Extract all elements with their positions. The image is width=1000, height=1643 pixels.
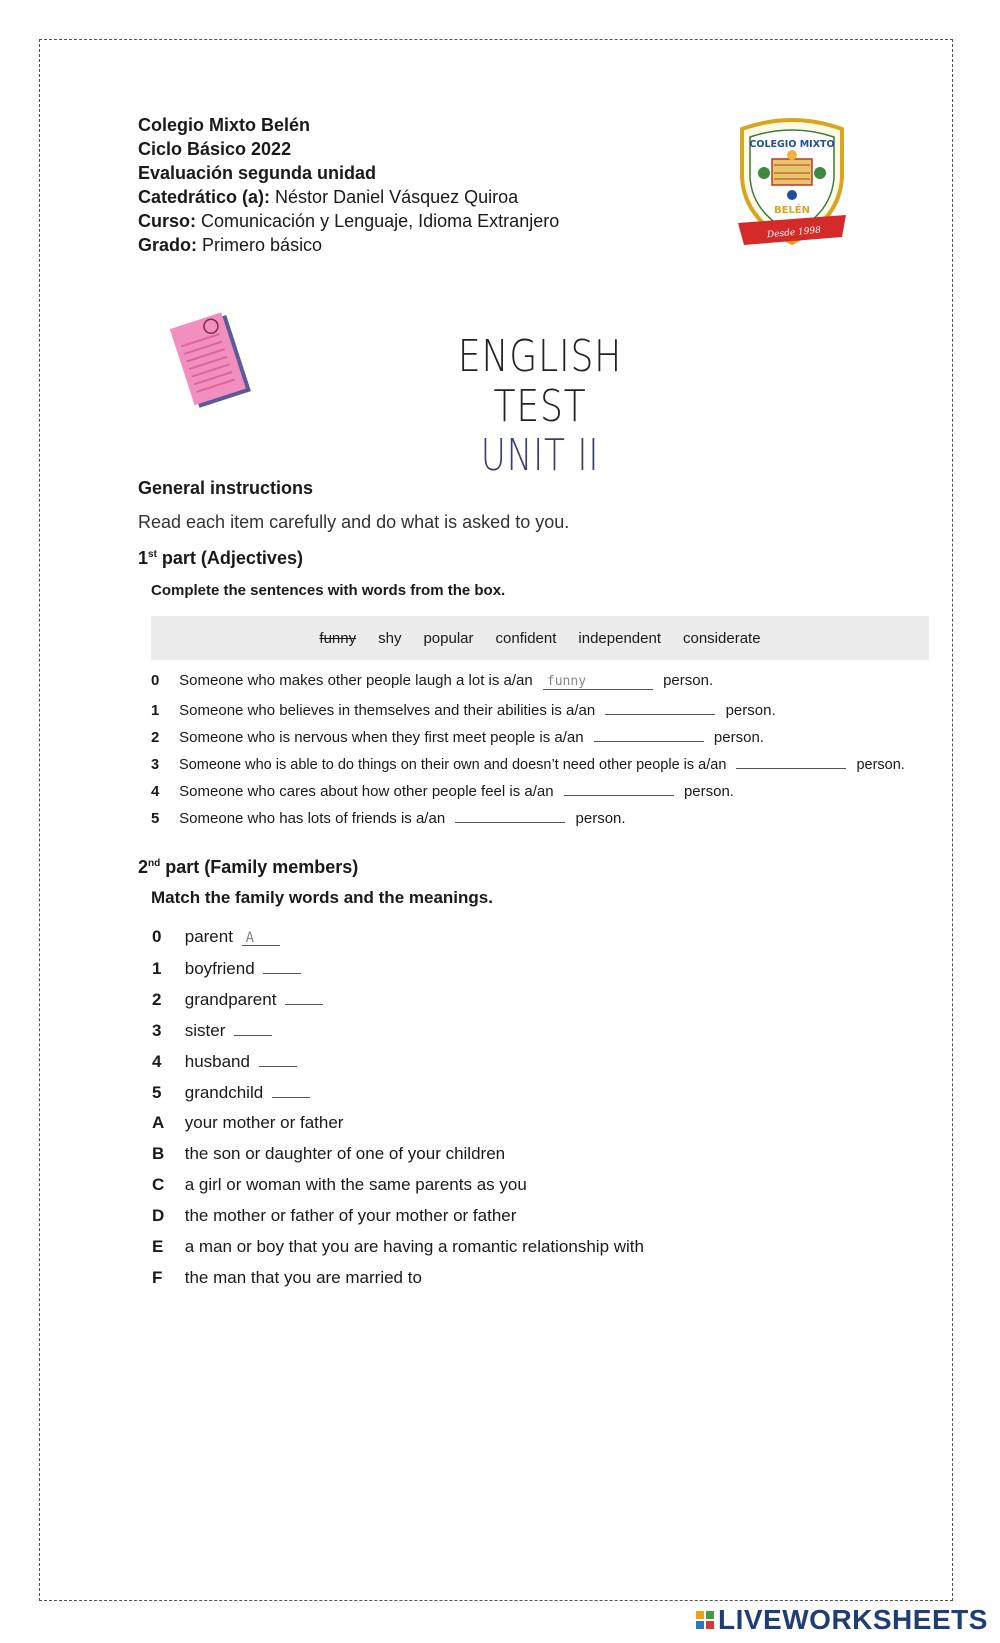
meaning-letter: A [152, 1113, 165, 1132]
word-number: 5 [152, 1083, 162, 1102]
meaning-letter: E [152, 1237, 164, 1256]
sentence-end: person. [683, 783, 734, 800]
sentence-text: Someone who makes other people laugh a lot is a/an [179, 672, 533, 689]
sentence-end: person. [725, 702, 776, 719]
part2-heading [138, 857, 358, 878]
sentence-row [151, 780, 734, 800]
answer-blank[interactable]: funny [543, 674, 653, 690]
part2-heading-sup: nd [148, 858, 161, 869]
sentence-text: Someone who is nervous when they first meet people is a/an [179, 729, 584, 746]
word-number: 4 [152, 1052, 162, 1071]
header-block [138, 113, 559, 257]
word-number: 2 [152, 990, 162, 1009]
course-label: Curso: [138, 211, 196, 231]
sentence-text: Someone who cares about how other people feel is a/an [179, 783, 554, 800]
family-word: parent [184, 927, 233, 946]
meaning-row [152, 1237, 644, 1257]
school-crest-logo [736, 115, 848, 251]
grade-value: Primero básico [202, 235, 323, 255]
word-number: 3 [152, 1021, 162, 1040]
sentence-text: Someone who believes in themselves and their abilities is a/an [179, 702, 596, 719]
match-answer-blank[interactable]: A [242, 930, 280, 946]
meaning-row [152, 1206, 516, 1226]
family-word: boyfriend [184, 959, 255, 978]
meaning-letter: D [152, 1206, 165, 1225]
meaning-letter: C [152, 1175, 165, 1194]
sentence-end: person. [856, 757, 905, 773]
meaning-row [152, 1113, 343, 1133]
teacher-line [138, 185, 559, 209]
sentence-text: Someone who has lots of friends is a/an [179, 810, 446, 827]
meaning-letter: F [152, 1268, 163, 1287]
sentence-end: person. [575, 810, 626, 827]
family-word-row [152, 989, 323, 1010]
word-box-item: considerate [683, 629, 761, 647]
sentence-number: 5 [151, 810, 160, 827]
evaluation-name: Evaluación segunda unidad [138, 163, 377, 183]
sentence-row [151, 672, 713, 690]
part1-heading [138, 548, 303, 569]
family-word: grandchild [184, 1083, 264, 1102]
school-cycle: Ciclo Básico 2022 [138, 139, 292, 159]
word-number: 0 [152, 927, 162, 946]
crest-top-text: COLEGIO MIXTO [749, 139, 835, 150]
part1-heading-text: part (Adjectives) [156, 548, 303, 568]
sentence-row [151, 726, 764, 746]
sentence-row [151, 753, 905, 773]
part2-instruction: Match the family words and the meanings. [151, 888, 493, 907]
sentence-number: 3 [151, 757, 160, 773]
word-box-item: confident [495, 629, 557, 647]
part1-heading-sup: st [148, 549, 157, 560]
meaning-text: a man or boy that you are having a romantic relationship with [184, 1237, 644, 1256]
general-instructions-text: Read each item carefully and do what is asked to you. [138, 512, 570, 532]
match-answer-blank[interactable] [259, 1051, 297, 1067]
meaning-row [152, 1268, 422, 1288]
meaning-row [152, 1144, 505, 1164]
course-line [138, 209, 559, 233]
part2-heading-text: part (Family members) [160, 857, 359, 877]
school-name: Colegio Mixto Belén [138, 115, 311, 135]
answer-blank[interactable] [455, 807, 565, 823]
meaning-text: the son or daughter of one of your children [184, 1144, 506, 1163]
answer-blank[interactable] [605, 699, 715, 715]
match-answer-blank[interactable] [263, 958, 301, 974]
liveworksheets-grid-icon [696, 1611, 714, 1629]
part1-heading-num: 1 [138, 548, 149, 568]
word-box-item: funny [319, 629, 357, 647]
sentence-end: person. [713, 729, 764, 746]
word-box [151, 616, 929, 660]
sentence-number: 2 [151, 729, 160, 746]
answer-blank[interactable] [594, 726, 704, 742]
sentence-text: Someone who is able to do things on their own and doesn’t need other people is a/an [179, 757, 727, 773]
word-box-item: independent [578, 629, 661, 647]
family-word-row [152, 1082, 310, 1103]
crest-ribbon-text: Desde 1998 [766, 225, 822, 241]
match-answer-blank[interactable] [272, 1082, 310, 1098]
word-box-item: popular [423, 629, 474, 647]
match-answer-blank[interactable] [234, 1020, 272, 1036]
crest-bottom-text: BELÉN [773, 205, 811, 216]
match-answer-blank[interactable] [285, 989, 323, 1005]
course-value: Comunicación y Lenguaje, Idioma Extranjero [201, 211, 560, 231]
family-word: husband [184, 1052, 250, 1071]
general-instructions-heading: General instructions [138, 478, 314, 498]
sentence-number: 0 [151, 672, 160, 689]
part1-instruction: Complete the sentences with words from the box. [151, 582, 506, 599]
meaning-text: a girl or woman with the same parents as you [184, 1175, 527, 1194]
answer-blank[interactable] [736, 753, 846, 769]
meaning-row [152, 1175, 527, 1195]
answer-blank[interactable] [564, 780, 674, 796]
grade-line [138, 233, 559, 257]
teacher-value: Néstor Daniel Vásquez Quiroa [275, 187, 519, 207]
family-word: grandparent [184, 990, 277, 1009]
meaning-text: your mother or father [184, 1113, 344, 1132]
meaning-letter: B [152, 1144, 165, 1163]
sentence-end: person. [663, 672, 714, 689]
test-paper-image [168, 312, 254, 412]
family-word-row [152, 1020, 272, 1041]
part2-heading-num: 2 [138, 857, 149, 877]
title-line-1: ENGLISH TEST [457, 331, 623, 432]
meaning-text: the man that you are married to [184, 1268, 422, 1287]
word-box-item: shy [378, 629, 402, 647]
sentence-row [151, 699, 776, 719]
meaning-text: the mother or father of your mother or father [184, 1206, 517, 1225]
sentence-number: 4 [151, 783, 160, 800]
family-word-row [152, 927, 280, 947]
grade-label: Grado: [138, 235, 198, 255]
teacher-label: Catedrático (a): [138, 187, 271, 207]
word-number: 1 [152, 959, 162, 978]
sentence-row [151, 807, 626, 827]
family-word: sister [184, 1021, 226, 1040]
title-line-2: UNIT II [480, 430, 600, 481]
family-word-row [152, 958, 301, 979]
liveworksheets-brand-text: LIVEWORKSHEETS [718, 1604, 988, 1635]
test-title [380, 332, 700, 480]
family-word-row [152, 1051, 297, 1072]
sentence-number: 1 [151, 702, 160, 719]
liveworksheets-logo[interactable] [696, 1604, 988, 1636]
